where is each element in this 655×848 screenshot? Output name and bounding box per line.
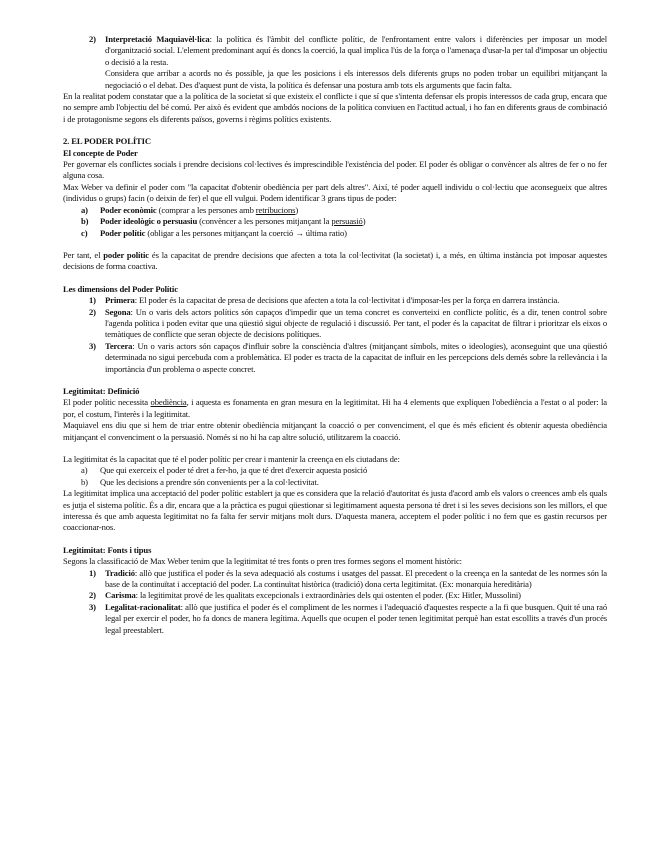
underlined-text: retribucions (255, 204, 296, 215)
item-marker: a) (81, 465, 88, 476)
item-number: 1) (89, 567, 96, 578)
item-text: : Un o varis dels actors polítics són capaços d'impedir que un tema concret es converteixi en conflicte polític, és a dir, tenen control sobre l'agenda política i poden evitar que una qüestió sigui objecte de regulació i discussió. Per tant, el poder és la capacitat de filtrar i prioritzar els eixos o temàtiques de conflicte que seran objecte de decisions polítiques. (105, 306, 607, 340)
list-item (63, 465, 607, 476)
bold-text: poder polític (103, 249, 149, 260)
bold-text: : Definició (102, 385, 140, 396)
item-body (100, 216, 365, 227)
paragraph: Max Weber va definir el poder com "la capacitat d'obtenir obediència per part dels altres". Així, té poder aquell individu o col·lectiu que aconsegueix que altres (individus o grups) facin (o deixin de fer) el que ell vulgui. Podem identificar 3 grans tipus de poder: (63, 181, 607, 204)
item-body (105, 341, 607, 375)
list-item (63, 590, 607, 601)
paragraph: La legitimitat és la capacitat que té el poder polític per crear i mantenir la creença en els ciutadans de: (63, 454, 400, 464)
item-text: (convèncer a les persones mitjançant la (197, 216, 332, 227)
list-item (63, 295, 607, 306)
bold-text: Legitimitat (63, 544, 103, 555)
item-body (100, 205, 298, 216)
item-continuation: Considera que arribar a acords no és possible, ja que les posicions i els interessos dels diferents grups no poden trobar un equilibri mitjançant la negociació o el debat. Des d'aquest punt de vista, la política és defensar una postura amb tots els arguments que facin falta. (105, 68, 607, 90)
section-title: 2. EL PODER POLÍTIC (63, 136, 151, 147)
text: Per tant, el (63, 249, 104, 260)
list-item (63, 602, 607, 636)
item-body (105, 295, 607, 306)
list-item (63, 341, 607, 375)
paragraph-realitat: En la realitat podem constatar que a la política de la societat sí que existeix el conflicte i que sí que s'intenta defensar els propis interessos de cada grup, encara que no sempre amb l'objectiu del bé comú. Per això és evident que ambdós nocions de la política conviuen en l'actitud actual, i ho fan en diferents graus de combinació i de protagonisme segons els diferents països, governs i règims polítics existents. (63, 91, 607, 124)
item-number: 2) (89, 590, 96, 601)
item-marker: b) (81, 476, 88, 487)
subheading-legitimitat (63, 386, 607, 397)
item-text: : allò que justifica el poder és la seva adequació als costums i usatges del passat. El precedent o la creença en la santedat de les normes són la base de la continuïtat i acceptació del poder. La continuïtat històrica (tradició) dona certa legitimitat. (Ex: monarquia hereditària) (105, 567, 607, 590)
underlined-text: obediència (150, 397, 187, 408)
paragraph (63, 250, 607, 273)
item-text: ) (362, 216, 366, 227)
item-text: : la política és l'àmbit del conflicte polític, de l'enfrontament entre valors i diferències per imposar un model d'organització social. L'element predominant aquí és doncs la coerció, la qual implica l'ús de la força o l'amenaça d'usar-la per tal d'imposar un objectiu o decisió a la resta. (105, 34, 608, 67)
item-body (105, 602, 607, 636)
item-marker: b) (81, 216, 89, 227)
list-item (63, 228, 607, 239)
item-title: Primera (105, 295, 135, 306)
list-item (63, 34, 607, 91)
item-title: Poder econòmic (100, 204, 157, 215)
item-marker: a) (81, 204, 88, 215)
paragraph: Maquiavel ens diu que si hem de triar entre obtenir obediència mitjançant la coacció o per convenciment, el que és més eficient és obtenir aquesta obediència mitjançant el convenciment o la persuasió. Només si no hi ha cap altre solució, utilitzarem la coacció. (63, 420, 607, 442)
item-body (105, 34, 607, 91)
item-text: (comprar a les persones amb (156, 204, 256, 215)
subheading-dimensions: Les dimensions del Poder Polític (63, 283, 178, 294)
item-text: : allò que justifica el poder és el compliment de les normes i l'adequació d'aquestes respecte a la fi que busquen. Quit té una raó legal per exercir el poder, ho fa doncs de manera legítima. Aquells que ocupen el poder tenen legitimitat perquè han estat escollits a través d'un procés legal preestablert. (105, 601, 607, 635)
list-item (63, 205, 607, 216)
item-body (105, 590, 607, 601)
paragraph: Segons la classificació de Max Weber tenim que la legitimitat té tres fonts o pren tres formes segons el moment històric: (63, 556, 462, 567)
paragraph (63, 397, 607, 420)
item-number: 3) (89, 601, 96, 612)
item-title: Tradició (105, 567, 135, 578)
text: és la capacitat de prendre decisions que afecten a tota la col·lectivitat (la societat) i, a més, en última instància pot imposar aquestes decisions de forma coactiva. (63, 249, 607, 272)
item-title: Poder ideològic o persuasiu (100, 216, 198, 227)
item-title: Carisma (105, 590, 136, 601)
item-number: 2) (89, 34, 96, 44)
list-item (63, 307, 607, 341)
subheading-fonts (63, 545, 607, 556)
item-title: Segona (105, 306, 131, 317)
item-text: Que qui exerceix el poder té dret a fer-ho, ja que té dret d'exercir aquesta posició (100, 465, 368, 476)
bold-text: Legitimitat (63, 385, 103, 396)
item-text: ) (295, 204, 299, 215)
item-title: Tercera (105, 340, 133, 351)
item-text: : El poder és la capacitat de presa de decisions que afecten a tota la col·lectivitat i d'imposar-les per la força en darrera instància. (134, 295, 560, 306)
item-title: Legalitat-racionalitat (105, 601, 181, 612)
bold-text: : Fonts i tipus (102, 544, 152, 555)
item-body (100, 228, 347, 239)
underlined-text: persuasió (331, 216, 363, 227)
text: , i aquesta es fonamenta en gran mesura en la legitimitat. Hi ha 4 elements que expliquen l'obediència a l'estat o al poder: la por, el costum, l'interès i la legitimitat. (63, 397, 607, 419)
item-body (105, 307, 607, 341)
item-number: 2) (89, 306, 96, 317)
item-title: Interpretació Maquiavèl·lica (105, 34, 210, 44)
item-text: (obligar a les persones mitjançant la coerció → última ratio) (145, 227, 347, 238)
subheading-concepte: El concepte de Poder (63, 147, 138, 158)
item-number: 3) (89, 340, 96, 351)
paragraph: La legitimitat implica una acceptació del poder polític establert ja que es considera que la relació d'autoritat és justa d'acord amb els valors o creences amb els quals es jutja el sistema polític. És a dir, encara que a la pràctica es pugui qüestionar si legitimament aquesta persona té dret i si les seves decisions son les millors, el que interessa és que amb aquesta legitimitat no fa falta fer servir mitjans molt durs. D'aquesta manera, acceptem el poder polític i no fem que es gastin recursos per coaccionar-nos. (63, 488, 607, 533)
item-text: Que les decisions a prendre són convenients per a la col·lectivitat. (100, 476, 319, 487)
list-item (63, 477, 607, 488)
item-text: : la legitimitat prové de les qualitats excepcionals i extraordinàries dels qui ostenten el poder. (Ex: Hitler, Mussolini) (135, 590, 521, 601)
item-text: : Un o varis actors són capaços d'influir sobre la consciència d'altres (mitjançant símbols, mites o ideologies), aconseguint que una qüestió determinada no sigui percebuda com a problemàtica. El poder es tracta de la capacitat de influir en les percepcions dels demés sobre la rellevància i la importància d'un problema o aspecte concret. (105, 340, 607, 374)
item-marker: c) (81, 227, 88, 238)
item-title: Poder polític (100, 227, 146, 238)
item-number: 1) (89, 295, 96, 306)
list-item (63, 216, 607, 227)
list-item (63, 568, 607, 591)
text: El poder polític necessita (63, 397, 151, 408)
item-body (105, 568, 607, 591)
paragraph: Per governar els conflictes socials i prendre decisions col·lectives és imprescindible l'existència del poder. El poder és obligar o convèncer als altres de fer o no fer alguna cosa. (63, 159, 607, 181)
